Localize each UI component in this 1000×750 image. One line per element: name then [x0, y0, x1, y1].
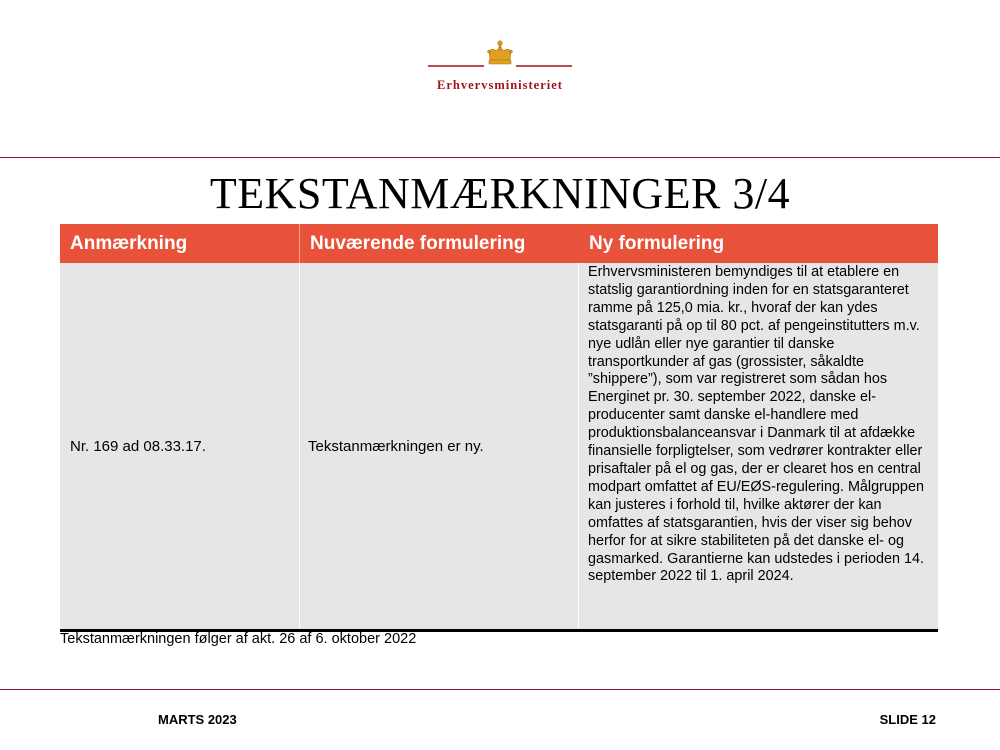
nuvaerende-text: Tekstanmærkningen er ny.: [308, 437, 484, 455]
table-header-row: [60, 224, 938, 263]
anmaerkning-text: Nr. 169 ad 08.33.17.: [70, 437, 206, 455]
slide-title: TEKSTANMÆRKNINGER 3/4: [209, 169, 791, 218]
bottom-divider: [0, 689, 1000, 690]
top-divider: [0, 157, 1000, 158]
footnote: Tekstanmærkningen følger af akt. 26 af 6. oktober 2022: [60, 631, 417, 647]
slide-number: SLIDE 12: [879, 712, 936, 727]
cell-nuvaerende: [300, 263, 579, 629]
annotation-table: [60, 224, 938, 632]
table-row: [60, 263, 938, 632]
footer-date: MARTS 2023: [158, 712, 237, 727]
column-header-nuvaerende: Nuværende formulering: [310, 232, 526, 254]
logo-wordmark: Erhvervsministeriet: [437, 78, 563, 92]
column-header-anmaerkning: Anmærkning: [60, 224, 300, 263]
crown-icon: [420, 38, 580, 74]
cell-ny-formulering: Erhvervsministeren bemyndiges til at etablere en statslig garantiordning inden for en statsgaranteret ramme på 125,0 mia. kr., hvoraf der kan ydes statsgaranti på op til 80 pct. af pengeinstitutters m.v. nye udlån eller nye garantier til danske transportkunder af gas (grossister, såkaldte ”shippere”), som var registreret som sådan hos Energinet pr. 30. september 2022, danske el-producenter samt danske el-handlere med produktionsbalanceansvar i Danmark til at afdække finansielle forpligtelser, som vedrører kontrakter eller prisaftaler på el og gas, der er clearet hos en central modpart omfattet af EU/EØS-regulering. Målgruppen kan justeres i forhold til, hvilke aktører der kan omfattes af statsgarantien, hvis der viser sig behov herfor for at sikre stabiliteten på det danske el- og gasmarked. Garantierne kan udstedes i perioden 14. september 2022 til 1. april 2024.: [588, 264, 924, 585]
ministry-logo: [420, 38, 580, 93]
cell-anmaerkning: [60, 263, 300, 629]
column-header-ny: Ny formulering: [589, 232, 725, 254]
